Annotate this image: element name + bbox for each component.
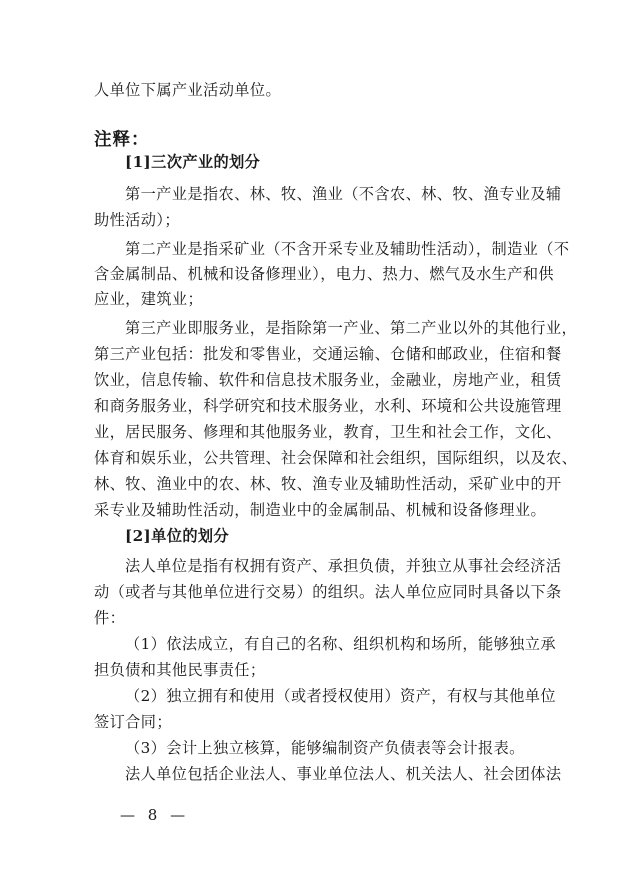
paragraph-line: 体育和娱乐业，公共管理、社会保障和社会组织，国际组织，以及农、 xyxy=(94,449,578,467)
paragraph-line: 饮业，信息传输、软件和信息技术服务业，金融业，房地产业，租赁 xyxy=(94,371,562,389)
paragraph-line: 林、牧、渔业中的农、林、牧、渔专业及辅助性活动，采矿业中的开 xyxy=(94,475,562,493)
paragraph-line: 第三产业包括：批发和零售业，交通运输、仓储和邮政业，住宿和餐 xyxy=(94,345,562,363)
list-item-3-line: （3）会计上独立核算，能够编制资产负债表等会计报表。 xyxy=(125,739,525,757)
paragraph-line: 第一产业是指农、林、牧、渔业（不含农、林、牧、渔专业及辅 xyxy=(125,185,562,203)
paragraph-line: 法人单位是指有权拥有资产、承担负债，并独立从事社会经济活 xyxy=(125,557,562,575)
paragraph-line: 助性活动）； xyxy=(94,211,180,229)
section-title-unit-division: [2]单位的划分 xyxy=(125,527,230,545)
notes-heading: 注释： xyxy=(94,130,150,150)
paragraph-line: 人单位下属产业活动单位。 xyxy=(94,81,282,99)
list-item-1-line: （1）依法成立，有自己的名称、组织机构和场所，能够独立承 xyxy=(125,635,556,653)
list-item-1-line: 担负债和其他民事责任； xyxy=(94,661,266,679)
paragraph-line: 动（或者与其他单位进行交易）的组织。法人单位应同时具备以下条 xyxy=(94,583,562,601)
paragraph-line: 第二产业是指采矿业（不含开采专业及辅助性活动），制造业（不 xyxy=(125,240,570,258)
list-item-2-line: 签订合同； xyxy=(94,713,172,731)
paragraph-line: 采专业及辅助性活动，制造业中的金属制品、机械和设备修理业。 xyxy=(94,501,547,519)
paragraph-line: 应业，建筑业； xyxy=(94,290,204,308)
paragraph-line: 件： xyxy=(94,609,126,627)
list-item-2-line: （2）独立拥有和使用（或者授权使用）资产，有权与其他单位 xyxy=(125,687,556,705)
section-title-industry-division: [1]三次产业的划分 xyxy=(125,153,261,171)
paragraph-line: 法人单位包括企业法人、事业单位法人、机关法人、社会团体法 xyxy=(125,765,562,783)
paragraph-line: 和商务服务业，科学研究和技术服务业，水利、环境和公共设施管理 xyxy=(94,397,562,415)
paragraph-line: 含金属制品、机械和设备修理业），电力、热力、燃气及水生产和供 xyxy=(94,265,555,283)
paragraph-line: 业，居民服务、修理和其他服务业，教育，卫生和社会工作，文化、 xyxy=(94,423,562,441)
paragraph-line: 第三产业即服务业，是指除第一产业、第二产业以外的其他行业， xyxy=(125,319,578,337)
page-number: — 8 — xyxy=(120,806,190,824)
